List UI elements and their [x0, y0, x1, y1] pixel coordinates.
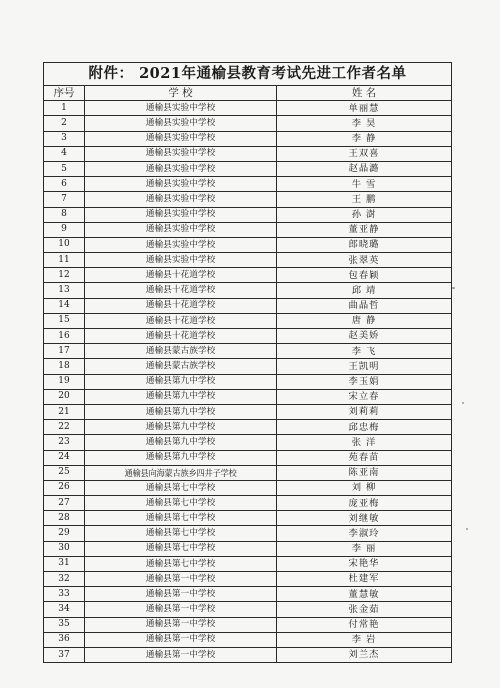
- row-school: 通榆县实验中学校: [85, 177, 277, 192]
- document-title: 附件： 2021年通榆县教育考试先进工作者名单: [44, 63, 452, 86]
- row-school: 通榆县实验中学校: [85, 116, 277, 131]
- row-school: 通榆县第九中学校: [85, 374, 277, 389]
- row-school: 通榆县第七中学校: [85, 526, 277, 541]
- table-row: [44, 359, 452, 374]
- row-number: 32: [44, 572, 85, 587]
- row-name: 庞亚梅: [277, 496, 452, 511]
- row-number: 8: [44, 207, 85, 222]
- table-row: [44, 556, 452, 571]
- table-row: [44, 389, 452, 404]
- row-name: 赵美娇: [277, 329, 452, 344]
- table-row: [44, 480, 452, 495]
- table-row: [44, 617, 452, 632]
- row-school: 通榆县实验中学校: [85, 207, 277, 222]
- row-number: 10: [44, 237, 85, 252]
- row-school: 通榆县十花道学校: [85, 283, 277, 298]
- row-school: 通榆县实验中学校: [85, 101, 277, 116]
- row-number: 36: [44, 632, 85, 647]
- row-number: 16: [44, 329, 85, 344]
- row-number: 35: [44, 617, 85, 632]
- row-school: 通榆县蒙古族学校: [85, 344, 277, 359]
- table-header-row: [44, 86, 452, 101]
- row-name: 李 静: [277, 131, 452, 146]
- table-row: [44, 237, 452, 252]
- row-name: 宋艳华: [277, 556, 452, 571]
- table-row: [44, 146, 452, 161]
- table-row: [44, 450, 452, 465]
- row-number: 37: [44, 647, 85, 662]
- row-name: 邱 靖: [277, 283, 452, 298]
- table-row: [44, 298, 452, 313]
- table-row: [44, 207, 452, 222]
- row-number: 1: [44, 101, 85, 116]
- row-school: 通榆县十花道学校: [85, 268, 277, 283]
- row-name: 唐 静: [277, 313, 452, 328]
- row-number: 9: [44, 222, 85, 237]
- row-school: 通榆县十花道学校: [85, 298, 277, 313]
- row-number: 34: [44, 602, 85, 617]
- table-row: [44, 192, 452, 207]
- table-row: [44, 632, 452, 647]
- row-number: 20: [44, 389, 85, 404]
- row-school: 通榆县实验中学校: [85, 161, 277, 176]
- row-name: 孙 澍: [277, 207, 452, 222]
- row-name: 苑春苗: [277, 450, 452, 465]
- table-row: [44, 329, 452, 344]
- row-number: 2: [44, 116, 85, 131]
- row-school: 通榆县实验中学校: [85, 253, 277, 268]
- row-school: 通榆县第一中学校: [85, 572, 277, 587]
- row-number: 3: [44, 131, 85, 146]
- row-number: 28: [44, 511, 85, 526]
- row-name: 赵晶潞: [277, 161, 452, 176]
- table-row: [44, 374, 452, 389]
- row-school: 通榆县第七中学校: [85, 496, 277, 511]
- header-number: 序号: [44, 86, 85, 101]
- table-row: [44, 526, 452, 541]
- scan-speck: [452, 287, 455, 289]
- table-row: [44, 541, 452, 556]
- table-row: [44, 511, 452, 526]
- row-name: 王 鹏: [277, 192, 452, 207]
- row-number: 15: [44, 313, 85, 328]
- row-number: 33: [44, 587, 85, 602]
- row-number: 5: [44, 161, 85, 176]
- table-row: [44, 435, 452, 450]
- row-name: 曲晶哲: [277, 298, 452, 313]
- row-school: 通榆县第七中学校: [85, 511, 277, 526]
- row-school: 通榆县第一中学校: [85, 632, 277, 647]
- row-name: 李 昊: [277, 116, 452, 131]
- row-school: 通榆县向海蒙古族乡四井子学校: [85, 465, 277, 480]
- row-number: 29: [44, 526, 85, 541]
- row-number: 27: [44, 496, 85, 511]
- table-row: [44, 268, 452, 283]
- row-school: 通榆县十花道学校: [85, 313, 277, 328]
- row-number: 26: [44, 480, 85, 495]
- row-name: 杜建军: [277, 572, 452, 587]
- row-number: 6: [44, 177, 85, 192]
- table-row: [44, 101, 452, 116]
- table-row: [44, 344, 452, 359]
- row-number: 19: [44, 374, 85, 389]
- row-number: 18: [44, 359, 85, 374]
- header-name: 姓 名: [277, 86, 452, 101]
- row-number: 13: [44, 283, 85, 298]
- row-name: 王凯明: [277, 359, 452, 374]
- row-name: 付常艳: [277, 617, 452, 632]
- row-school: 通榆县实验中学校: [85, 237, 277, 252]
- row-name: 刘 柳: [277, 480, 452, 495]
- table-row: [44, 465, 452, 480]
- row-number: 11: [44, 253, 85, 268]
- roster-table: [43, 62, 452, 663]
- row-number: 25: [44, 465, 85, 480]
- row-school: 通榆县第九中学校: [85, 435, 277, 450]
- row-school: 通榆县蒙古族学校: [85, 359, 277, 374]
- row-school: 通榆县第一中学校: [85, 602, 277, 617]
- row-name: 郎晓璐: [277, 237, 452, 252]
- row-number: 24: [44, 450, 85, 465]
- row-name: 邱忠梅: [277, 420, 452, 435]
- row-school: 通榆县第一中学校: [85, 617, 277, 632]
- table-row: [44, 420, 452, 435]
- row-number: 31: [44, 556, 85, 571]
- row-school: 通榆县实验中学校: [85, 222, 277, 237]
- row-name: 李 飞: [277, 344, 452, 359]
- row-number: 7: [44, 192, 85, 207]
- row-name: 张金茹: [277, 602, 452, 617]
- table-row: [44, 647, 452, 662]
- table-row: [44, 283, 452, 298]
- row-name: 李 丽: [277, 541, 452, 556]
- table-row: [44, 587, 452, 602]
- row-number: 14: [44, 298, 85, 313]
- row-name: 牛 雪: [277, 177, 452, 192]
- table-row: [44, 161, 452, 176]
- row-number: 30: [44, 541, 85, 556]
- row-name: 刘兰杰: [277, 647, 452, 662]
- row-name: 单丽慧: [277, 101, 452, 116]
- table-row: [44, 177, 452, 192]
- table-row: [44, 222, 452, 237]
- row-number: 12: [44, 268, 85, 283]
- row-school: 通榆县第九中学校: [85, 389, 277, 404]
- row-school: 通榆县第九中学校: [85, 404, 277, 419]
- row-name: 李淑玲: [277, 526, 452, 541]
- table-body: [44, 101, 452, 663]
- row-school: 通榆县第九中学校: [85, 450, 277, 465]
- row-number: 17: [44, 344, 85, 359]
- row-name: 董亚静: [277, 222, 452, 237]
- row-number: 21: [44, 404, 85, 419]
- row-number: 4: [44, 146, 85, 161]
- row-name: 李 岩: [277, 632, 452, 647]
- row-name: 刘莉莉: [277, 404, 452, 419]
- row-name: 宋立春: [277, 389, 452, 404]
- row-school: 通榆县实验中学校: [85, 192, 277, 207]
- row-school: 通榆县第七中学校: [85, 541, 277, 556]
- table-row: [44, 131, 452, 146]
- row-school: 通榆县第七中学校: [85, 480, 277, 495]
- row-school: 通榆县第九中学校: [85, 420, 277, 435]
- row-name: 张翠英: [277, 253, 452, 268]
- scan-speck: [462, 402, 464, 404]
- row-name: 董慧敏: [277, 587, 452, 602]
- scan-speck: [466, 528, 468, 530]
- row-name: 刘继敏: [277, 511, 452, 526]
- row-number: 22: [44, 420, 85, 435]
- header-school: 学 校: [85, 86, 277, 101]
- row-school: 通榆县实验中学校: [85, 131, 277, 146]
- row-name: 陈亚南: [277, 465, 452, 480]
- table-row: [44, 602, 452, 617]
- row-school: 通榆县第一中学校: [85, 587, 277, 602]
- row-name: 包春颖: [277, 268, 452, 283]
- row-name: 王双喜: [277, 146, 452, 161]
- table-row: [44, 253, 452, 268]
- table-row: [44, 404, 452, 419]
- row-school: 通榆县第七中学校: [85, 556, 277, 571]
- table-row: [44, 496, 452, 511]
- row-school: 通榆县十花道学校: [85, 329, 277, 344]
- row-name: 李玉娟: [277, 374, 452, 389]
- row-number: 23: [44, 435, 85, 450]
- table-row: [44, 116, 452, 131]
- row-school: 通榆县实验中学校: [85, 146, 277, 161]
- row-name: 张 洋: [277, 435, 452, 450]
- table-row: [44, 572, 452, 587]
- row-school: 通榆县第一中学校: [85, 647, 277, 662]
- table-row: [44, 313, 452, 328]
